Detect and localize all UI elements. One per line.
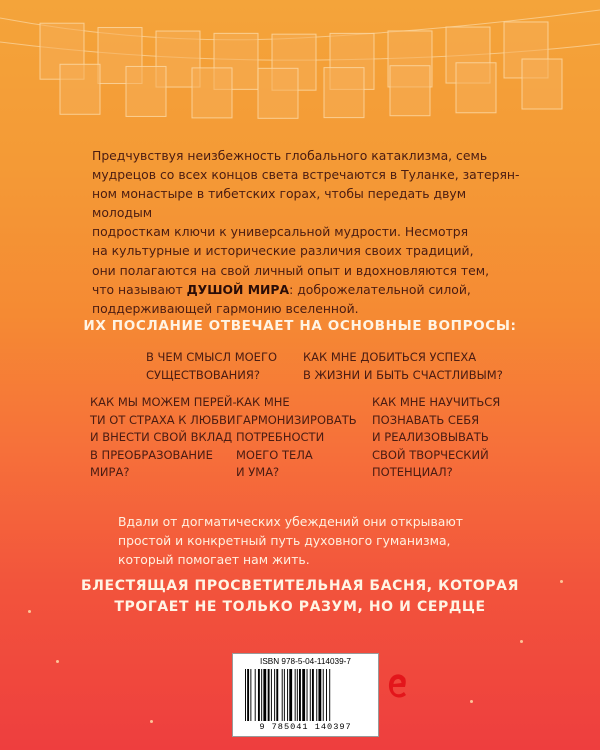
prayer-flag <box>60 64 100 114</box>
intro-line: подросткам ключи к универсальной мудрости. Несмотря <box>92 224 469 240</box>
sparkle <box>520 640 523 643</box>
sparkle <box>28 610 31 613</box>
barcode-bar <box>312 669 314 721</box>
question-line: ГАРМОНИЗИРОВАТЬ <box>236 412 357 427</box>
barcode-bar <box>316 669 317 721</box>
barcode-bar <box>307 669 308 721</box>
intro-line <box>92 280 522 299</box>
barcode-bar <box>276 669 278 721</box>
barcode-bar <box>271 669 272 721</box>
prayer-flag <box>258 68 298 118</box>
barcode-bar <box>287 669 288 721</box>
barcode-bar <box>261 669 262 721</box>
barcode-block <box>232 653 379 737</box>
question-line: В ПРЕОБРАЗОВАНИЕ <box>90 447 213 462</box>
question-line: МИРА? <box>90 465 130 479</box>
barcode-bar <box>299 669 301 721</box>
flag-row <box>40 22 562 118</box>
tagline-line: ТРОГАЕТ НЕ ТОЛЬКО РАЗУМ, НО И СЕРДЦЕ <box>114 599 486 615</box>
question-line: СУЩЕСТВОВАНИЯ? <box>146 367 260 382</box>
barcode-bar <box>258 669 260 721</box>
sparkle <box>470 700 473 703</box>
barcode-bar <box>284 669 285 721</box>
intro-line: ном монастыре в тибетских горах, чтобы передать двум молодым <box>92 186 467 221</box>
sparkle <box>560 580 563 583</box>
question-self-knowledge <box>372 394 500 482</box>
soul-of-world-emphasis: ДУШОЙ МИРА <box>186 281 290 297</box>
question-line: КАК МЫ МОЖЕМ ПЕРЕЙ- <box>90 395 237 409</box>
question-line: И РЕАЛИЗОВЫВАТЬ <box>372 430 489 444</box>
barcode-bars <box>243 669 368 722</box>
barcode-bar <box>323 669 324 721</box>
question-line: ПОЗНАВАТЬ СЕБЯ <box>372 412 480 427</box>
question-line: ПОТРЕБНОСТИ <box>236 430 325 444</box>
questions-heading: ИХ ПОСЛАНИЕ ОТВЕЧАЕТ НА ОСНОВНЫЕ ВОПРОСЫ: <box>83 318 517 334</box>
barcode-bar <box>289 669 292 721</box>
question-line: ТИ ОТ СТРАХА К ЛЮБВИ <box>90 412 236 427</box>
publisher-logo-icon <box>385 670 409 704</box>
question-line: В ЧЕМ СМЫСЛ МОЕГО <box>146 350 278 364</box>
intro-line: мудрецов со всех концов света встречаются в Туланке, затерян- <box>92 167 520 183</box>
barcode-bar <box>310 669 311 721</box>
outro-line: простой и конкретный путь духовного гуманизма, <box>118 533 451 548</box>
question-line: СВОЙ ТВОРЧЕСКИЙ <box>372 447 489 462</box>
prayer-flag <box>324 68 364 118</box>
prayer-flag <box>522 59 562 109</box>
prayer-flag <box>456 63 496 113</box>
barcode-digits: 9 785041 140397 <box>259 722 352 732</box>
prayer-flag <box>390 66 430 116</box>
barcode-bar <box>245 669 246 721</box>
question-harmony <box>236 394 357 482</box>
barcode-bar <box>329 669 330 721</box>
barcode-bar <box>282 669 283 721</box>
question-line: КАК МНЕ ДОБИТЬСЯ УСПЕХА <box>303 350 477 364</box>
sparkle <box>150 720 153 723</box>
question-line: МОЕГО ТЕЛА <box>236 447 313 462</box>
tagline-line: БЛЕСТЯЩАЯ ПРОСВЕТИТЕЛЬНАЯ БАСНЯ, КОТОРАЯ <box>81 578 519 594</box>
intro-line: Предчувствуя неизбежность глобального катаклизма, семь <box>92 148 488 163</box>
intro-line: поддерживающей гармонию вселенной. <box>92 300 359 316</box>
question-meaning <box>146 349 277 384</box>
barcode-bar <box>274 669 275 721</box>
barcode-bar <box>255 669 256 721</box>
intro-line: они полагаются на свой личный опыт и вдохновляются тем, <box>92 262 490 278</box>
prayer-flag <box>126 66 166 116</box>
question-love <box>90 394 237 482</box>
outro-line: который помогает нам жить. <box>118 552 310 567</box>
intro-paragraph <box>92 146 522 318</box>
question-line: ПОТЕНЦИАЛ? <box>372 465 453 479</box>
prayer-flags-illustration <box>0 0 600 140</box>
intro-line: на культурные и исторические различия своих традиций, <box>92 243 474 259</box>
intro-text: что называют <box>92 281 187 297</box>
question-line: КАК МНЕ <box>236 395 290 409</box>
question-line: КАК МНЕ НАУЧИТЬСЯ <box>372 395 501 409</box>
isbn-label: ISBN 978-5-04-114039-7 <box>260 657 351 666</box>
barcode-bar <box>295 669 296 721</box>
barcode-bar <box>247 669 249 721</box>
question-line: И УМА? <box>236 465 280 479</box>
barcode-bar <box>263 669 266 721</box>
sparkle <box>56 660 59 663</box>
prayer-flag <box>192 68 232 118</box>
outro-paragraph <box>118 512 488 569</box>
barcode-bar <box>297 669 298 721</box>
tagline <box>0 576 600 618</box>
barcode-bar <box>302 669 305 721</box>
outro-line: Вдали от догматических убеждений они открывают <box>118 514 463 529</box>
question-line: И ВНЕСТИ СВОЙ ВКЛАД <box>90 430 233 444</box>
barcode-bar <box>318 669 321 721</box>
barcode-bar <box>250 669 251 721</box>
barcode-bar <box>268 669 270 721</box>
question-line: В ЖИЗНИ И БЫТЬ СЧАСТЛИВЫМ? <box>303 367 503 382</box>
barcode-bar <box>326 669 327 721</box>
question-success <box>303 349 503 384</box>
intro-text: : доброжелательной силой, <box>289 281 471 297</box>
